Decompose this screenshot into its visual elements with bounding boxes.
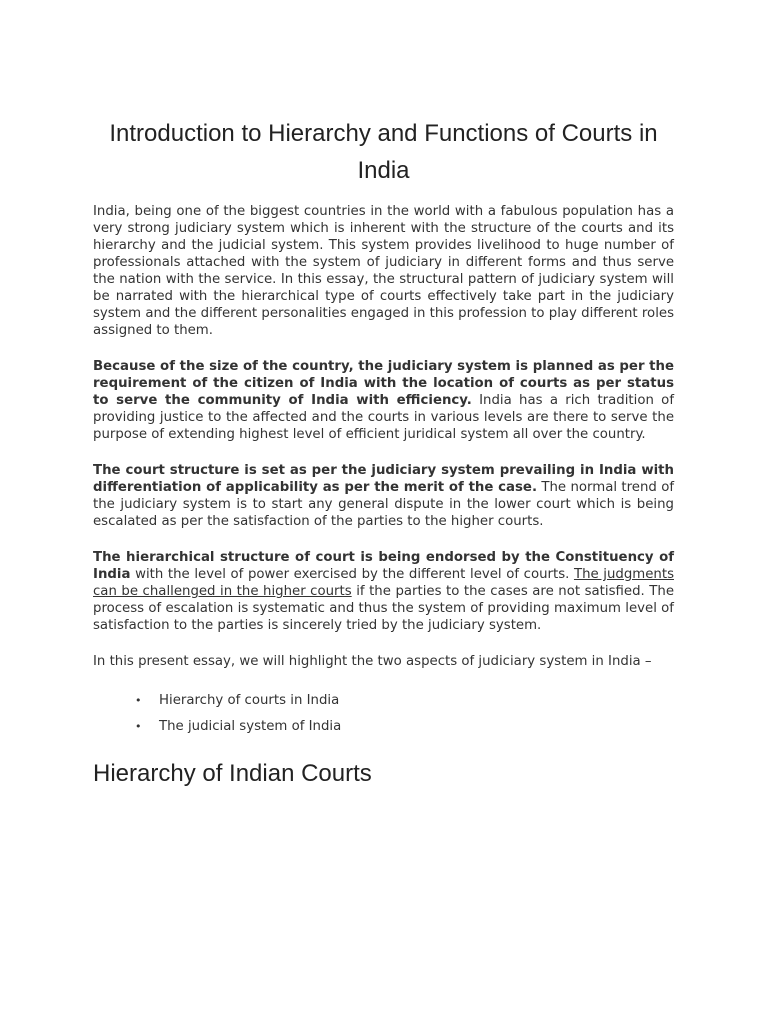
judgments-link[interactable]: The judgments can be challenged in the higher courts [93,567,674,599]
size-paragraph-bold: Because of the size of the country, the judiciary system is planned as per the requirement of the citizen of India with the location of courts as per status to serve the community of India with efficiency. [93,359,674,408]
hierarchy-paragraph [93,549,674,634]
intro-paragraph: India, being one of the biggest countries in the world with a fabulous population has a very strong judiciary system which is inherent with the structure of the courts and its hierarchy and the judicial system. This system provides livelihood to huge number of professionals attached with the system of judiciary in different forms and thus serve the nation with the service. In this essay, the structural pattern of judiciary system will be narrated with the hierarchical type of courts effectively take part in the judiciary system and the different personalities engaged in this profession to play different roles assigned to them. [93,204,674,338]
list-item [135,692,674,709]
list-item-text: Hierarchy of courts in India [159,693,340,708]
structure-paragraph [93,462,674,530]
list-item [135,718,674,735]
section-heading: Hierarchy of Indian Courts [93,760,372,787]
page-title: Introduction to Hierarchy and Functions of Courts in India [109,120,658,184]
bullet-icon: • [135,694,142,707]
aspects-paragraph: In this present essay, we will highlight the two aspects of judiciary system in India – [93,654,652,669]
document-page [93,115,674,789]
structure-paragraph-text: The normal trend of the judiciary system is to start any general dispute in the lower court which is being escalated as per the satisfaction of the parties to the higher courts. [93,480,675,529]
bullet-icon: • [135,720,142,733]
aspects-list [93,692,674,735]
hierarchy-paragraph-mid: with the level of power exercised by the different level of courts. [130,567,574,582]
size-paragraph [93,358,674,443]
size-paragraph-text: India has a rich tradition of providing justice to the affected and the courts in various levels are there to serve the purpose of extending highest level of efficient juridical system all over the country. [93,393,674,442]
hierarchy-paragraph-bold: The hierarchical structure of court is being endorsed by the Constituency of India [93,550,674,582]
structure-paragraph-bold: The court structure is set as per the judiciary system prevailing in India with differentiation of applicability as per the merit of the case. [93,463,674,495]
list-item-text: The judicial system of India [159,719,342,734]
hierarchy-paragraph-text: if the parties to the cases are not satisfied. The process of escalation is systematic and thus the system of providing maximum level of satisfaction to the parties is sincerely tried by the judiciary system. [93,584,674,633]
